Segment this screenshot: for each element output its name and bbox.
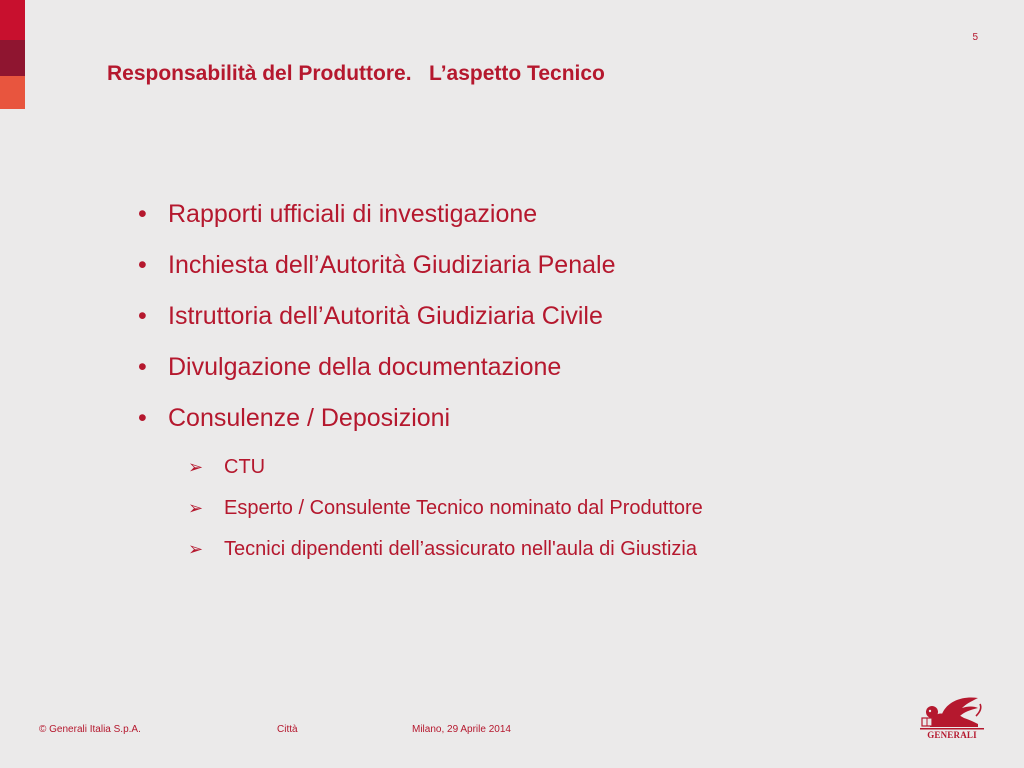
bullet-item [130, 300, 615, 351]
sub-bullet-text: Esperto / Consulente Tecnico nominato dal Produttore [224, 497, 703, 519]
bullet-item [130, 351, 615, 402]
generali-logo [920, 694, 984, 742]
logo-wordmark: GENERALI [927, 730, 977, 740]
footer-copyright: © Generali Italia S.p.A. [39, 724, 141, 735]
bullet-dot-icon: • [138, 404, 147, 432]
bullet-text: Istruttoria dell’Autorità Giudiziaria Civile [168, 302, 603, 330]
bullet-dot-icon: • [138, 302, 147, 330]
bullet-dot-icon: • [138, 251, 147, 279]
accent-bar-red [0, 0, 25, 40]
arrow-bullet-icon: ➢ [188, 457, 204, 477]
footer-city: Città [277, 724, 298, 735]
sub-bullet-item [186, 536, 703, 577]
bullet-list [130, 198, 615, 453]
bullet-text: Rapporti ufficiali di investigazione [168, 200, 538, 228]
bullet-text: Consulenze / Deposizioni [168, 404, 451, 432]
slide-title: Responsabilità del Produttore. L’aspetto Tecnico [107, 62, 605, 85]
sub-bullet-item [186, 495, 703, 536]
page-number: 5 [972, 32, 978, 43]
sub-bullet-text: Tecnici dipendenti dell’assicurato nell'aula di Giustizia [224, 538, 697, 560]
sub-bullet-text: CTU [224, 456, 266, 478]
bullet-text: Inchiesta dell’Autorità Giudiziaria Penale [168, 251, 616, 279]
bullet-item [130, 249, 615, 300]
winged-lion-logo-icon [920, 694, 984, 730]
sub-bullet-item [186, 454, 703, 495]
arrow-bullet-icon: ➢ [188, 539, 204, 559]
sub-bullet-list [186, 454, 703, 577]
bullet-dot-icon: • [138, 353, 147, 381]
accent-bar [0, 0, 25, 109]
bullet-text: Divulgazione della documentazione [168, 353, 562, 381]
arrow-bullet-icon: ➢ [188, 498, 204, 518]
bullet-dot-icon: • [138, 200, 147, 228]
footer-date: Milano, 29 Aprile 2014 [412, 724, 511, 735]
accent-bar-dark-red [0, 40, 25, 76]
bullet-item [130, 198, 615, 249]
bullet-item [130, 402, 615, 453]
accent-bar-orange [0, 76, 25, 109]
